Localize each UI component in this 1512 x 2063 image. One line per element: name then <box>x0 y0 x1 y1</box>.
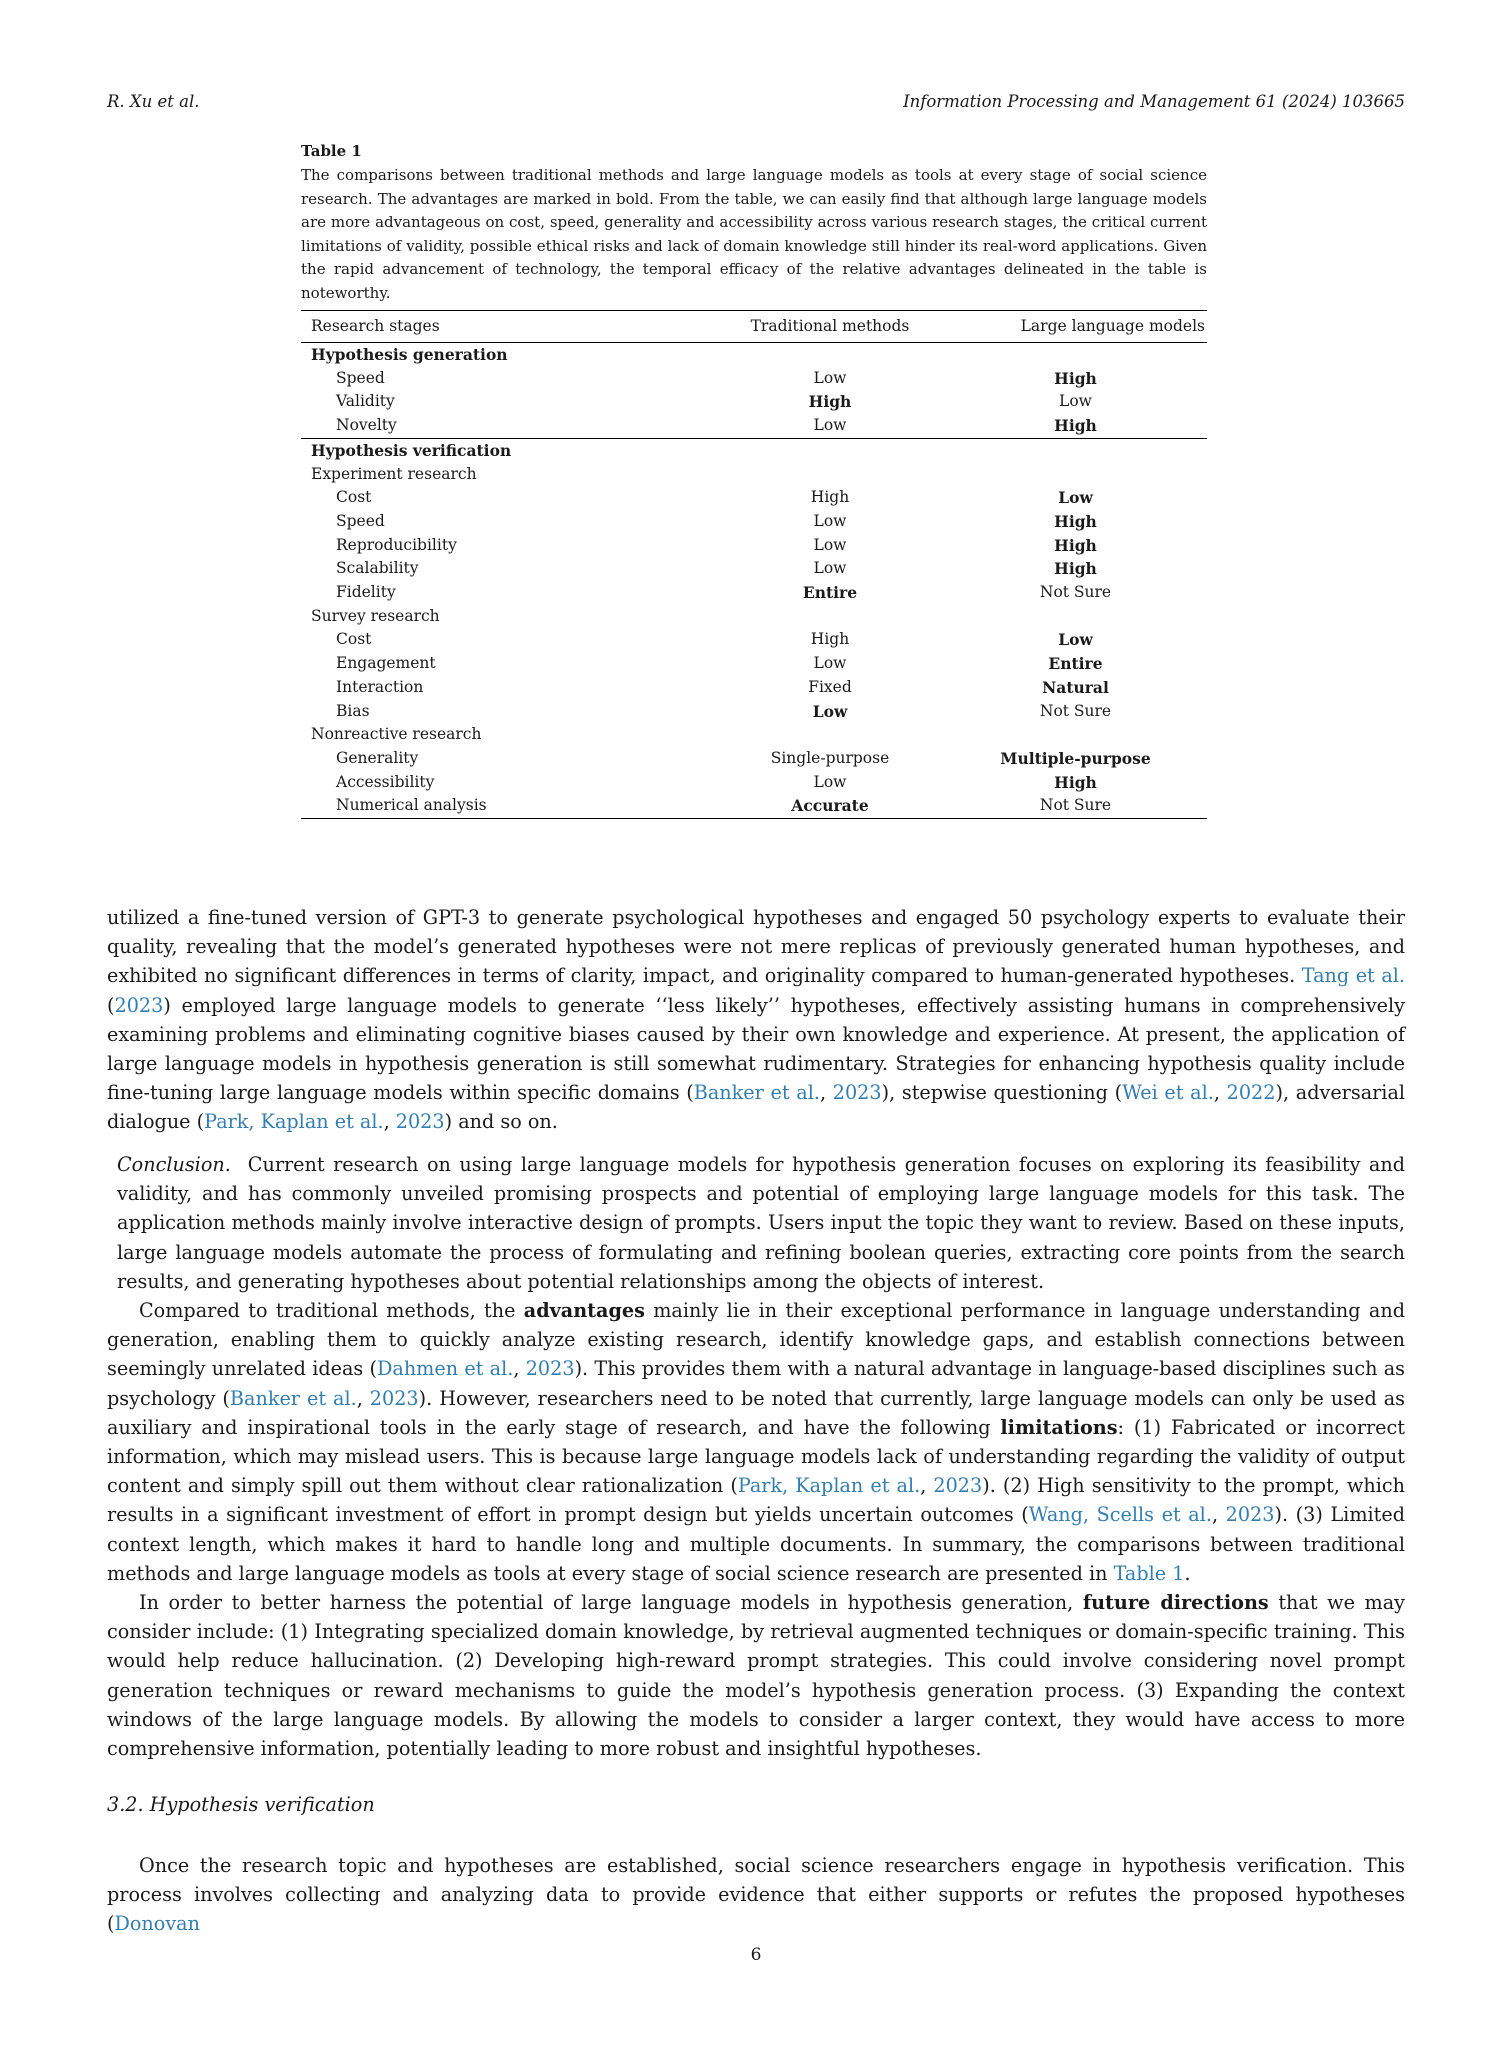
table-cell: Low <box>813 416 847 435</box>
subsection-cell: Survey research <box>311 606 440 625</box>
table-reference-link[interactable]: Table 1 <box>1113 1561 1185 1585</box>
citation-year-link[interactable]: 2023 <box>1225 1503 1275 1527</box>
table-row <box>301 605 1207 629</box>
table-row <box>301 747 1207 771</box>
subsection-cell: Nonreactive research <box>311 725 482 744</box>
body-text-verification <box>107 1851 1405 1939</box>
text-run: , <box>513 1357 526 1381</box>
body-text-lower <box>107 1150 1405 1763</box>
table-row <box>301 367 1207 391</box>
table-cell: High <box>1054 511 1097 531</box>
table-row <box>301 652 1207 676</box>
section-heading: 3.2. Hypothesis verification <box>107 1793 375 1816</box>
row-label: Cost <box>336 630 372 649</box>
citation-link[interactable]: Wei et al. <box>1122 1081 1214 1105</box>
table-row <box>301 534 1207 558</box>
text-run: , <box>383 1110 396 1134</box>
row-label: Bias <box>336 701 370 720</box>
table-cell: Not Sure <box>1039 701 1112 720</box>
text-run: ). (2) High sensitivity to the prompt, which results in a significant investment of effort in prompt design but yields uncertain outcomes ( <box>107 1474 1405 1527</box>
table-cell: Low <box>813 559 847 578</box>
table-row <box>301 486 1207 510</box>
citation-link[interactable]: Banker et al. <box>693 1081 820 1105</box>
citation-link[interactable]: Park, Kaplan et al. <box>737 1474 921 1498</box>
bold-term: limitations <box>1000 1415 1118 1439</box>
text-run: , <box>819 1081 833 1105</box>
text-run: Compared to traditional methods, the <box>139 1299 524 1323</box>
paragraph-lead: Conclusion. <box>117 1153 231 1176</box>
text-run: ). (3) Limited context length, which makes it hard to handle long and multiple documents. In summary, the comparisons between traditional methods and large language models as tools at every stage of social science research are presented in <box>107 1503 1405 1585</box>
table-row <box>301 414 1207 438</box>
table-cell: Not Sure <box>944 794 1207 818</box>
citation-link[interactable]: Tang et al. <box>1301 964 1405 988</box>
table-cell: Low <box>1058 630 1093 650</box>
citation-year-link[interactable]: 2023 <box>114 993 164 1017</box>
paragraph-verification <box>107 1851 1405 1939</box>
comparison-table <box>301 310 1207 819</box>
text-run: ( <box>107 993 115 1017</box>
table-row <box>301 676 1207 700</box>
table-row <box>301 628 1207 652</box>
text-run: that we may consider include: (1) Integrating specialized domain knowledge, by retrieval augmented techniques or domain-specific training. This would help reduce hallucination. (2) Developing high-reward prompt strategies. This could involve considering novel prompt generation techniques or reward mechanisms to guide the model’s hypothesis generation process. (3) Expanding the context windows of the large language models. By allowing the models to consider a larger context, they would have access to more comprehensive information, potentially leading to more robust and insightful hypotheses. <box>107 1591 1405 1761</box>
citation-year-link[interactable]: 2023 <box>369 1386 419 1410</box>
row-label: Generality <box>336 748 419 767</box>
paragraph-related-work <box>107 903 1405 1137</box>
row-label: Validity <box>336 392 395 411</box>
table-cell: High <box>1054 416 1097 436</box>
text-run: ) and so on. <box>444 1110 558 1134</box>
text-run: , <box>1213 1081 1227 1105</box>
table-cell: Low <box>813 535 847 554</box>
table-cell: High <box>808 392 852 412</box>
paragraph-future-directions <box>107 1588 1405 1763</box>
text-run: Current research on using large language models for hypothesis generation focuses on exploring its feasibility and validity, and has commonly unveiled promising prospects and potential of employing large language models for this task. The application methods mainly involve interactive design of prompts. Users input the topic they want to review. Based on these inputs, large language models automate the process of formulating and refining boolean queries, extracting core points from the search results, and generating hypotheses about potential relationships among the objects of interest. <box>117 1153 1405 1293</box>
citation-year-link[interactable]: 2023 <box>395 1110 445 1134</box>
table-row <box>301 723 1207 747</box>
text-run: ), adversarial dialogue ( <box>107 1081 1406 1134</box>
table-cell: Fixed <box>808 677 852 696</box>
table-row <box>301 510 1207 534</box>
row-label: Reproducibility <box>336 535 457 554</box>
text-run: In order to better harness the potential of large language models in hypothesis generation, <box>139 1591 1083 1615</box>
table-cell: High <box>810 488 850 507</box>
table-row <box>301 771 1207 795</box>
column-header: Traditional methods <box>750 317 910 335</box>
table-cell: Low <box>812 701 848 721</box>
page-number: 6 <box>750 1945 762 1965</box>
table-cell: High <box>1054 772 1097 792</box>
table-cell: Low <box>813 772 847 791</box>
row-label: Engagement <box>336 654 436 673</box>
row-label: Fidelity <box>336 583 396 602</box>
text-run: ) employed large language models to generate ‘‘less likely’’ hypotheses, effectively assisting humans in comprehensively examining problems and eliminating cognitive biases caused by their own knowledge and experience. At present, the application of large language models in hypothesis generation is still somewhat rudimentary. Strategies for enhancing hypothesis quality include fine-tuning large language models within specific domains ( <box>107 993 1405 1105</box>
table-cell: Accurate <box>716 794 944 818</box>
row-label: Novelty <box>336 416 397 435</box>
text-run: : (1) Fabricated or incorrect information, which may mislead users. This is because large language models lack of understanding regarding the validity of output content and simply spill out them without clear rationalization ( <box>107 1415 1405 1498</box>
table-row <box>301 794 1207 818</box>
table-cell: High <box>1054 368 1097 388</box>
subsection-cell: Experiment research <box>311 464 477 483</box>
table-cell: Natural <box>1042 677 1109 697</box>
text-run: , <box>356 1386 370 1410</box>
table-row <box>301 343 1207 367</box>
citation-link[interactable]: Donovan <box>114 1912 200 1936</box>
text-run: ). However, researchers need to be noted that currently, large language models can only be used as auxiliary and inspirational tools in the early stage of research, and have the following <box>107 1386 1405 1439</box>
running-head-authors: R. Xu et al. <box>107 92 200 111</box>
text-run: . <box>1184 1561 1191 1585</box>
citation-link[interactable]: Wang, Scells et al. <box>1028 1503 1212 1527</box>
paragraph-advantages <box>107 1296 1405 1588</box>
table-cell: Not Sure <box>1039 583 1112 602</box>
text-run: ). This provides them with a natural advantage in language-based disciplines such as psychology ( <box>107 1357 1405 1410</box>
citation-year-link[interactable]: 2023 <box>832 1081 882 1105</box>
table-cell: Low <box>813 654 847 673</box>
running-head-journal: Information Processing and Management 61 (2024) 103665 <box>903 92 1405 111</box>
text-run: , <box>1211 1503 1226 1527</box>
table-cell: High <box>810 630 850 649</box>
section-cell: Hypothesis verification <box>301 438 716 462</box>
table-row <box>301 390 1207 414</box>
row-label: Accessibility <box>336 772 435 791</box>
body-text-upper <box>107 903 1405 1137</box>
table-cell: Low <box>1058 488 1093 508</box>
text-run: mainly lie in their exceptional performance in language understanding and generation, enabling them to quickly analyze existing research, identify knowledge gaps, and establish connections between seemingly unrelated ideas ( <box>107 1299 1405 1381</box>
table-cell: Single-purpose <box>770 748 890 767</box>
text-run: Once the research topic and hypotheses are established, social science researchers engage in hypothesis verification. This process involves collecting and analyzing data to provide evidence that either supports or refutes the proposed hypotheses ( <box>107 1854 1405 1936</box>
table-row <box>301 581 1207 605</box>
column-header: Research stages <box>311 317 440 335</box>
row-label: Speed <box>336 511 385 530</box>
table-row <box>301 557 1207 581</box>
citation-year-link[interactable]: 2022 <box>1226 1081 1276 1105</box>
row-label: Numerical analysis <box>301 794 716 818</box>
table-cell: Entire <box>802 583 858 603</box>
citation-link[interactable]: Banker et al. <box>229 1386 357 1410</box>
table-cell: Entire <box>1048 654 1103 674</box>
section-cell: Hypothesis generation <box>311 345 508 364</box>
row-label: Cost <box>336 488 372 507</box>
table-cell: High <box>1054 535 1097 555</box>
table-block <box>301 142 1207 819</box>
table-row <box>301 463 1207 487</box>
citation-year-link[interactable]: 2023 <box>933 1474 983 1498</box>
row-label: Interaction <box>336 677 424 696</box>
table-header-row <box>301 311 1207 343</box>
table-row <box>301 700 1207 724</box>
citation-link[interactable]: Park, Kaplan et al. <box>204 1110 384 1134</box>
table-cell: Multiple-purpose <box>1000 748 1151 768</box>
table-cell: Low <box>1059 392 1092 411</box>
text-run: ), stepwise questioning ( <box>881 1081 1123 1105</box>
bold-term: future directions <box>1082 1591 1269 1615</box>
text-run: utilized a fine-tuned version of GPT-3 to generate psychological hypotheses and engaged 50 psychology experts to evaluate their quality, revealing that the model’s generated hypotheses were not mere replicas of previously generated human hypotheses, and exhibited no significant differences in terms of clarity, impact, and originality compared to human-generated hypotheses. <box>107 906 1405 988</box>
table-label: Table 1 <box>301 142 362 160</box>
bold-term: advantages <box>523 1299 645 1323</box>
paragraph-conclusion <box>107 1150 1405 1296</box>
citation-year-link[interactable]: 2023 <box>525 1357 575 1381</box>
column-header: Large language models <box>1020 317 1205 335</box>
row-label: Speed <box>336 368 385 387</box>
citation-link[interactable]: Dahmen et al. <box>377 1357 514 1381</box>
table-row <box>301 438 1207 462</box>
table-cell: High <box>1054 559 1097 579</box>
table-caption: The comparisons between traditional methods and large language models as tools at every stage of social science research. The advantages are marked in bold. From the table, we can easily find that although large language models are more advantageous on cost, speed, generality and accessibility across various research stages, the critical current limitations of validity, possible ethical risks and lack of domain knowledge still hinder its real-word applications. Given the rapid advancement of technology, the temporal efficacy of the relative advantages delineated in the table is noteworthy. <box>301 166 1207 302</box>
table-cell: Low <box>813 368 847 387</box>
table-cell: Low <box>813 511 847 530</box>
text-run: , <box>920 1474 934 1498</box>
row-label: Scalability <box>336 559 419 578</box>
